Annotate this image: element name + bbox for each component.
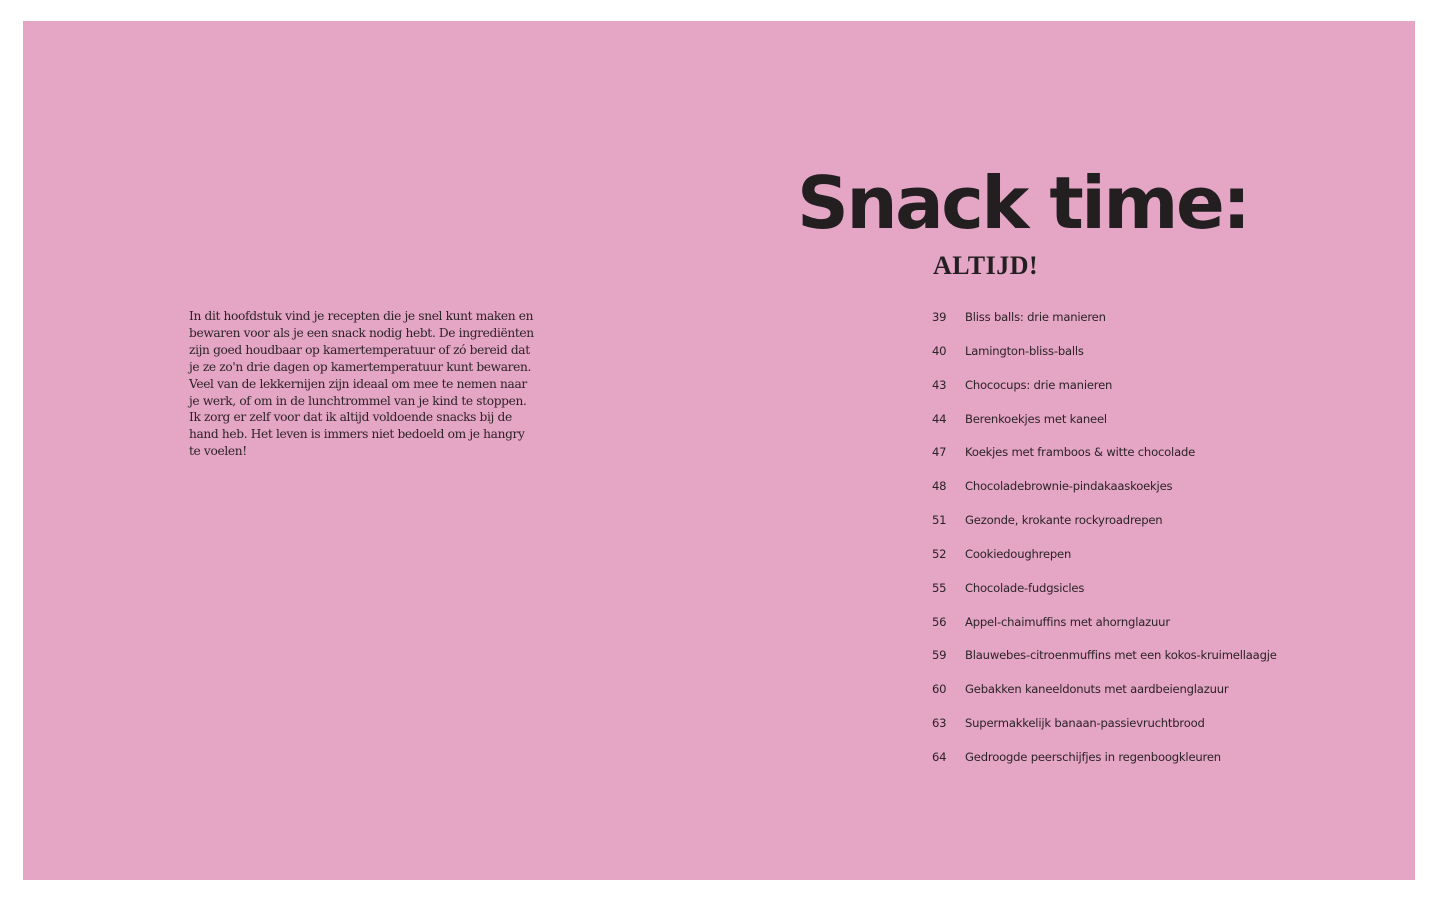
toc-entry [932, 374, 1277, 408]
toc-recipe-title: Appel-chaimuffins met ahornglazuur [965, 614, 1170, 629]
toc-recipe-title: Lamington-bliss-balls [965, 343, 1084, 358]
toc-page-number: 39 [932, 310, 947, 324]
toc-recipe-title: Berenkoekjes met kaneel [965, 411, 1107, 426]
toc-entry [932, 678, 1277, 712]
toc-recipe-title: Bliss balls: drie manieren [965, 310, 1106, 324]
chapter-title: Snack time: [797, 161, 1249, 245]
toc-entry [932, 577, 1277, 611]
toc-page-number: 56 [932, 614, 947, 629]
toc-entry [932, 306, 1277, 340]
toc-page-number: 60 [932, 682, 947, 697]
recipe-index [932, 306, 1277, 780]
toc-entry [932, 441, 1277, 475]
toc-entry [932, 408, 1277, 442]
intro-paragraph: In dit hoofdstuk vind je recepten die je snel kunt maken en bewaren voor als je een snack nodig hebt. De ingrediënten zijn goed houdbaar op kamertemperatuur of zó bereid dat je ze zo'n drie dagen op kamertemperatuur kunt bewaren. Veel van de lekkernijen zijn ideaal om mee te nemen naar je werk, of om in de lunchtrommel van je kind te stoppen. Ik zorg er zelf voor dat ik altijd voldoende snacks bij de hand heb. Het leven is immers niet bedoeld om je hangry te voelen! [189, 309, 534, 459]
toc-entry [932, 712, 1277, 746]
book-spread [23, 21, 1415, 880]
toc-page-number: 44 [932, 411, 947, 426]
toc-page-number: 47 [932, 445, 947, 460]
chapter-subtitle: ALTIJD! [933, 251, 1039, 280]
toc-page-number: 48 [932, 479, 947, 494]
toc-recipe-title: Gebakken kaneeldonuts met aardbeienglazuur [965, 682, 1229, 697]
toc-entry [932, 746, 1277, 780]
toc-page-number: 55 [932, 580, 947, 595]
toc-page-number: 64 [932, 749, 947, 764]
toc-recipe-title: Chocoladebrownie-pindakaaskoekjes [965, 479, 1173, 494]
toc-recipe-title: Chococups: drie manieren [965, 377, 1113, 392]
toc-entry [932, 340, 1277, 374]
toc-entry [932, 475, 1277, 509]
toc-recipe-title: Gedroogde peerschijfjes in regenboogkleuren [965, 749, 1221, 764]
toc-page-number: 52 [932, 546, 947, 561]
toc-recipe-title: Chocolade-fudgsicles [965, 580, 1085, 595]
toc-page-number: 63 [932, 716, 947, 731]
toc-recipe-title: Cookiedoughrepen [965, 546, 1072, 561]
toc-recipe-title: Koekjes met framboos & witte chocolade [965, 445, 1196, 460]
toc-entry [932, 509, 1277, 543]
toc-recipe-title: Supermakkelijk banaan-passievruchtbrood [965, 716, 1205, 731]
toc-entry [932, 644, 1277, 678]
toc-page-number: 43 [932, 377, 947, 392]
toc-page-number: 51 [932, 513, 947, 528]
toc-recipe-title: Gezonde, krokante rockyroadrepen [965, 513, 1163, 528]
toc-page-number: 40 [932, 343, 947, 358]
toc-page-number: 59 [932, 648, 947, 663]
toc-entry [932, 611, 1277, 645]
toc-recipe-title: Blauwebes-citroenmuffins met een kokos-kruimellaagje [965, 648, 1277, 663]
toc-entry [932, 543, 1277, 577]
